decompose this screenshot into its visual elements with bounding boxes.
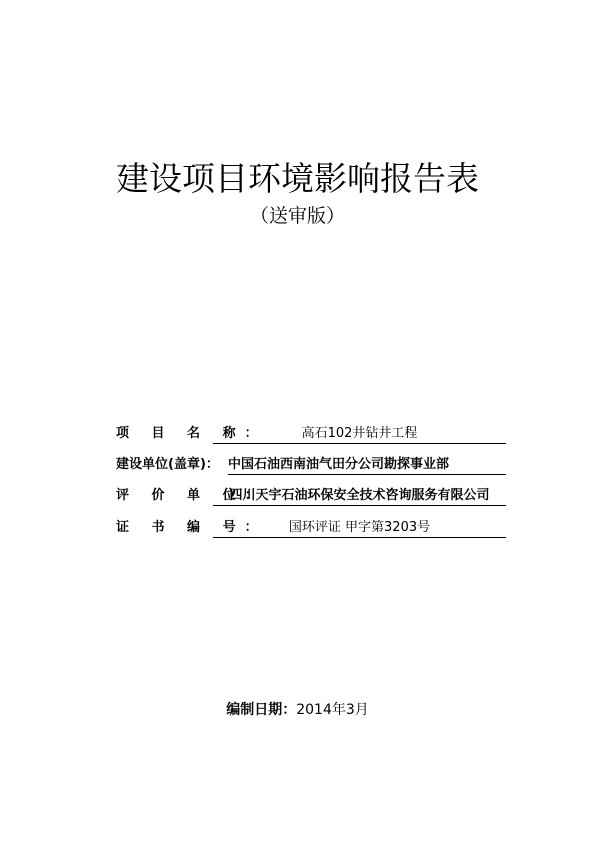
project-name-row — [116, 425, 506, 445]
builder-label: 建设单位(盖章)： — [116, 457, 219, 472]
certificate-row — [116, 519, 506, 539]
document-title: 建设项目环境影响报告表 — [116, 159, 479, 198]
document-subtitle: （送审版） — [249, 205, 345, 227]
evaluator-label: 评 价 单 位： — [116, 488, 267, 503]
certificate-label: 证 书 编 号： — [116, 520, 267, 535]
certificate-value: 国环评证 甲字第3203号 — [213, 519, 506, 538]
builder-value: 中国石油西南油气田分公司勘探事业部 — [228, 456, 506, 475]
compile-date-value: 2014年3月 — [296, 702, 369, 718]
builder-row — [116, 456, 506, 476]
compile-date-label: 编制日期： — [226, 702, 297, 718]
evaluator-value: 四川天宇石油环保安全技术咨询服务有限公司 — [213, 487, 506, 506]
project-name-value: 高石102井钻井工程 — [213, 425, 506, 444]
evaluator-row — [116, 487, 506, 507]
compile-date — [0, 700, 595, 720]
project-name-label: 项 目 名 称： — [116, 426, 267, 441]
